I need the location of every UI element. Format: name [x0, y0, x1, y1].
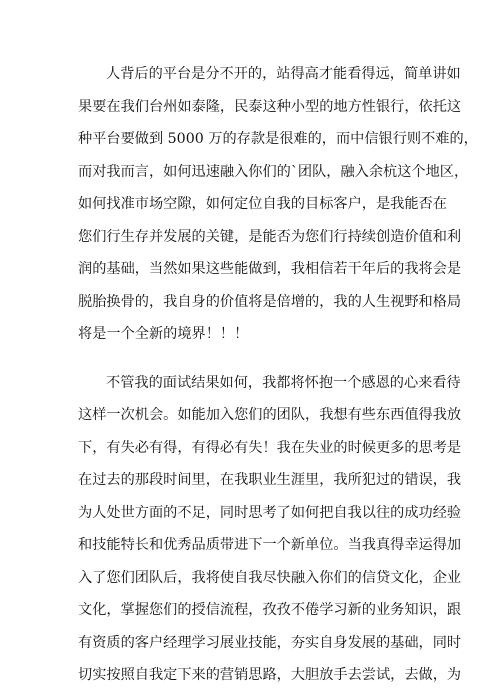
text-line: 这样一次机会。如能加入您们的团队，我想有些东西值得我放 — [78, 407, 462, 423]
text-line: 为人处世方面的不足，同时思考了如何把自我以往的成功经验 — [78, 504, 462, 521]
text-line: 而对我而言，如何迅速融入你们的`团队，融入余杭这个地区， — [78, 163, 469, 180]
document-page — [78, 58, 478, 692]
text-line: 不管我的面试结果如何，我都将怀抱一个感恩的心来看待 — [106, 374, 461, 391]
text-line: 下，有失必有得，有得必有失！我在失业的时候更多的思考是 — [78, 439, 462, 456]
paragraph-2 — [78, 367, 462, 692]
text-line: 脱胎换骨的，我自身的价值将是倍增的，我的人生视野和格局 — [78, 293, 462, 310]
text-line: 切实按照自我定下来的营销思路，大胆放手去尝试，去做，为 — [78, 667, 462, 683]
text-line: 人背后的平台是分不开的，站得高才能看得远，简单讲如 — [106, 66, 461, 82]
text-line: 果要在我们台州如泰隆，民泰这种小型的地方性银行，依托这 — [78, 98, 462, 115]
paragraph-1 — [78, 58, 478, 351]
text-line: 如何找准市场空隙，如何定位自我的目标客户，是我能否在 — [78, 196, 447, 212]
paragraph-spacer — [78, 351, 430, 367]
text-line: 文化，掌握您们的授信流程，孜孜不倦学习新的业务知识，跟 — [78, 602, 462, 618]
text-line: 润的基础，当然如果这些能做到，我相信若干年后的我将会是 — [78, 261, 462, 277]
text-line: 在过去的那段时间里，在我职业生涯里，我所犯过的错误，我 — [78, 472, 462, 488]
text-line: 您们行生存并发展的关键，是能否为您们行持续创造价值和利 — [78, 228, 462, 245]
text-line: 种平台要做到 5000 万的存款是很难的，而中信银行则不难的， — [78, 131, 478, 147]
text-line: 入了您们团队后，我将使自我尽快融入你们的信贷文化，企业 — [78, 569, 462, 586]
text-line: 有资质的客户经理学习展业技能，夯实自身发展的基础，同时 — [78, 634, 462, 651]
text-line: 和技能特长和优秀品质带进下一个新单位。当我真得幸运得加 — [78, 537, 462, 553]
text-line: 将是一个全新的境界！！！ — [78, 326, 249, 342]
